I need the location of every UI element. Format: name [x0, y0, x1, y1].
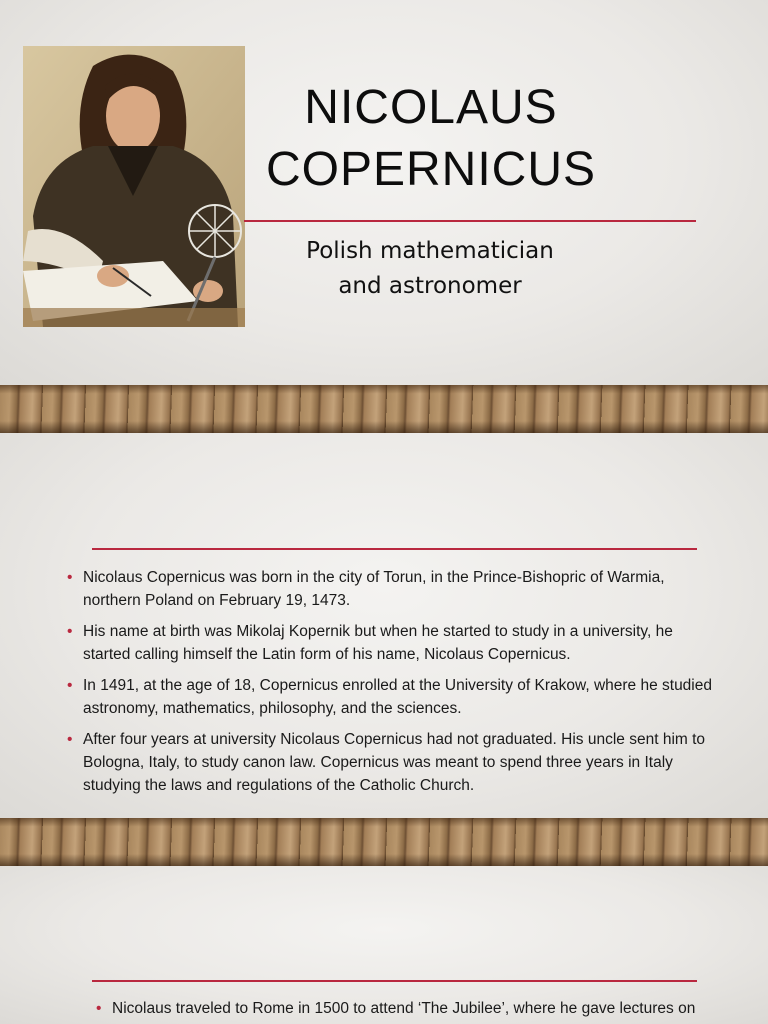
portrait-painting-icon [23, 46, 245, 327]
bullet-list [67, 566, 717, 805]
slide-divider [92, 548, 697, 550]
bullet-item: • His name at birth was Mikolaj Kopernik but when he started to study in a university, he started calling himself the Latin form of his name, Nicolaus Copernicus. [67, 620, 717, 666]
bullet-icon: • [67, 677, 73, 694]
bullet-item: • Nicolaus traveled to Rome in 1500 to attend ‘The Jubilee’, where he gave lectures on [96, 997, 736, 1020]
biography-slide [0, 433, 768, 818]
wood-floor-divider [0, 385, 768, 433]
bullet-item: • After four years at university Nicolaus Copernicus had not graduated. His uncle sent him to Bologna, Italy, to study canon law. Copernicus was meant to spend three years in Italy studying the laws and regulations of the Catholic Church. [67, 728, 717, 797]
subtitle-line-2: and astronomer [338, 273, 522, 299]
wood-floor-divider [0, 818, 768, 866]
bullet-icon: • [96, 1000, 102, 1017]
bullet-list [96, 997, 736, 1024]
bullet-icon: • [67, 569, 73, 586]
title-line-2: COPERNICUS [265, 143, 597, 196]
title-divider [244, 220, 696, 222]
bullet-icon: • [67, 731, 73, 748]
bullet-icon: • [67, 623, 73, 640]
title-line-1: NICOLAUS [304, 81, 558, 134]
title-slide [0, 0, 768, 385]
slide-divider [92, 980, 697, 982]
rome-slide [0, 866, 768, 1024]
bullet-item: • Nicolaus Copernicus was born in the city of Torun, in the Prince-Bishopric of Warmia, northern Poland on February 19, 1473. [67, 566, 717, 612]
subtitle-line-1: Polish mathematician [306, 238, 554, 264]
bullet-item: • In 1491, at the age of 18, Copernicus enrolled at the University of Krakow, where he studied astronomy, mathematics, philosophy, and the sciences. [67, 674, 717, 720]
copernicus-portrait [23, 46, 245, 327]
